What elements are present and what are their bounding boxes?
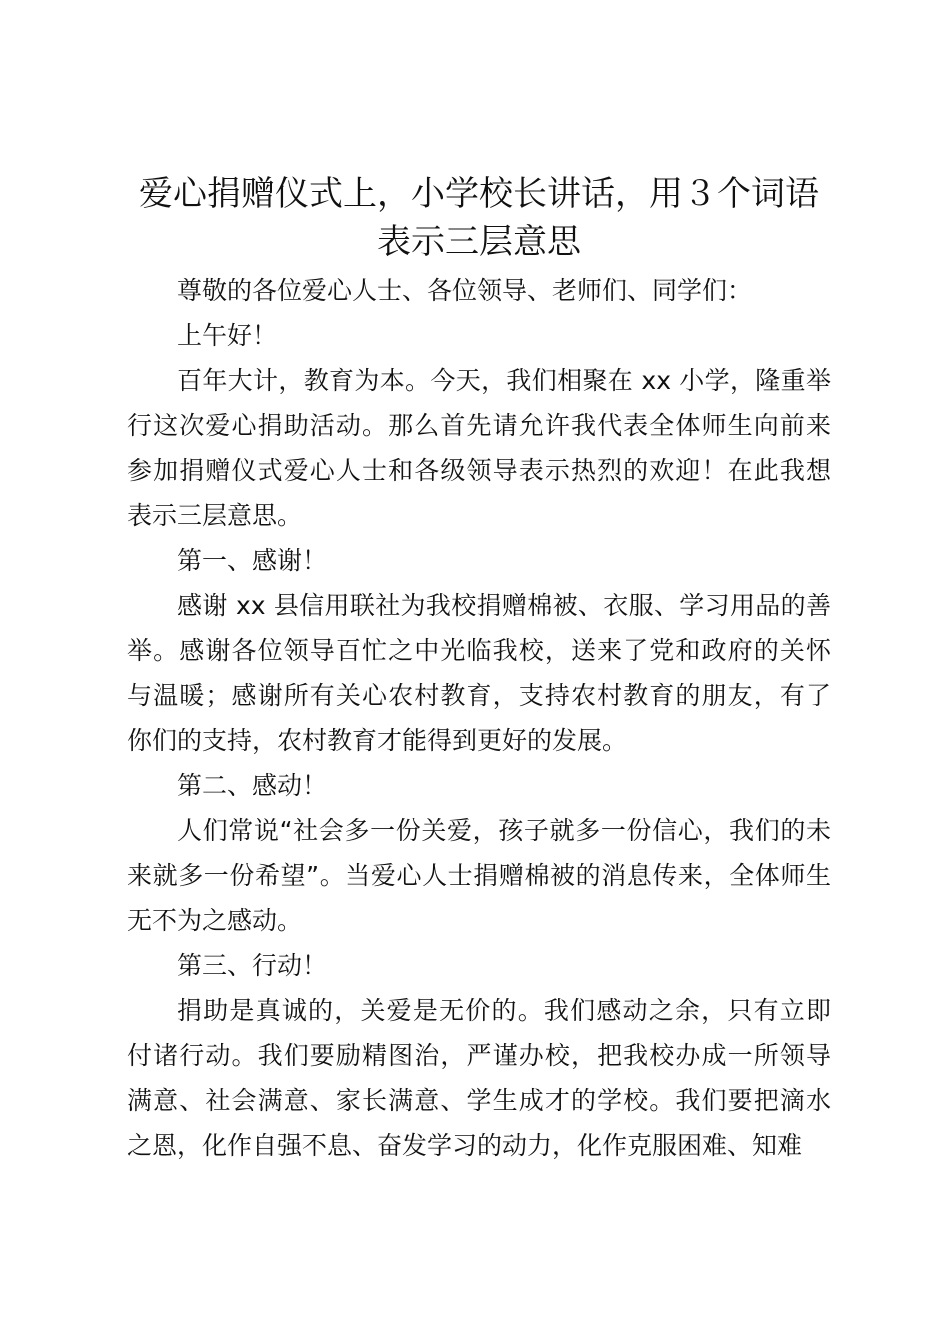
paragraph <box>127 358 831 538</box>
paragraph-line: 尊敬的各位爱心人士、各位领导、老师们、同学们： <box>177 276 753 305</box>
paragraph-line: 你们的支持，农村教育才能得到更好的发展。 <box>127 726 628 755</box>
paragraph <box>127 313 831 358</box>
paragraph <box>127 538 831 583</box>
paragraph-line: 行这次爱心捐助活动。那么首先请允许我代表全体师生向前来 <box>127 411 831 440</box>
paragraph-line: 百年大计，教育为本。今天，我们相聚在 xx 小学，隆重举 <box>177 366 831 395</box>
paragraph <box>127 583 831 763</box>
paragraph-line: 满意、社会满意、家长满意、学生成才的学校。我们要把滴水 <box>127 1086 831 1115</box>
paragraph <box>127 943 831 988</box>
paragraph-line: 与温暖；感谢所有关心农村教育，支持农村教育的朋友，有了 <box>127 681 831 710</box>
paragraph-line: 表示三层意思。 <box>127 501 303 530</box>
paragraph-line: 捐助是真诚的，关爱是无价的。我们感动之余，只有立即 <box>177 996 831 1025</box>
paragraph-line: 第一、感谢！ <box>177 546 328 575</box>
paragraph-line: 之恩，化作自强不息、奋发学习的动力，化作克服困难、知难 <box>127 1131 803 1160</box>
document-title <box>127 170 831 266</box>
paragraph-line: 付诸行动。我们要励精图治，严谨办校，把我校办成一所领导 <box>127 1041 831 1070</box>
paragraph <box>127 268 831 313</box>
paragraph-line: 感谢 xx 县信用联社为我校捐赠棉被、衣服、学习用品的善 <box>177 591 831 620</box>
paragraph-line: 上午好！ <box>177 321 278 350</box>
document-page <box>127 170 831 1168</box>
paragraph <box>127 988 831 1168</box>
paragraph <box>127 808 831 943</box>
paragraph-line: 人们常说“社会多一份关爱，孩子就多一份信心，我们的未 <box>177 816 831 845</box>
paragraph-line: 无不为之感动。 <box>127 906 303 935</box>
paragraph-line: 举。感谢各位领导百忙之中光临我校，送来了党和政府的关怀 <box>127 636 831 665</box>
title-line-1: 爱心捐赠仪式上，小学校长讲话，用３个词语 <box>139 174 819 214</box>
paragraph <box>127 763 831 808</box>
paragraph-line: 第二、感动！ <box>177 771 328 800</box>
paragraph-line: 参加捐赠仪式爱心人士和各级领导表示热烈的欢迎！在此我想 <box>127 456 831 485</box>
paragraph-line: 第三、行动！ <box>177 951 328 980</box>
document-body <box>127 268 831 1168</box>
paragraph-line: 来就多一份希望”。当爱心人士捐赠棉被的消息传来，全体师生 <box>127 861 831 890</box>
title-line-2: 表示三层意思 <box>377 222 581 262</box>
